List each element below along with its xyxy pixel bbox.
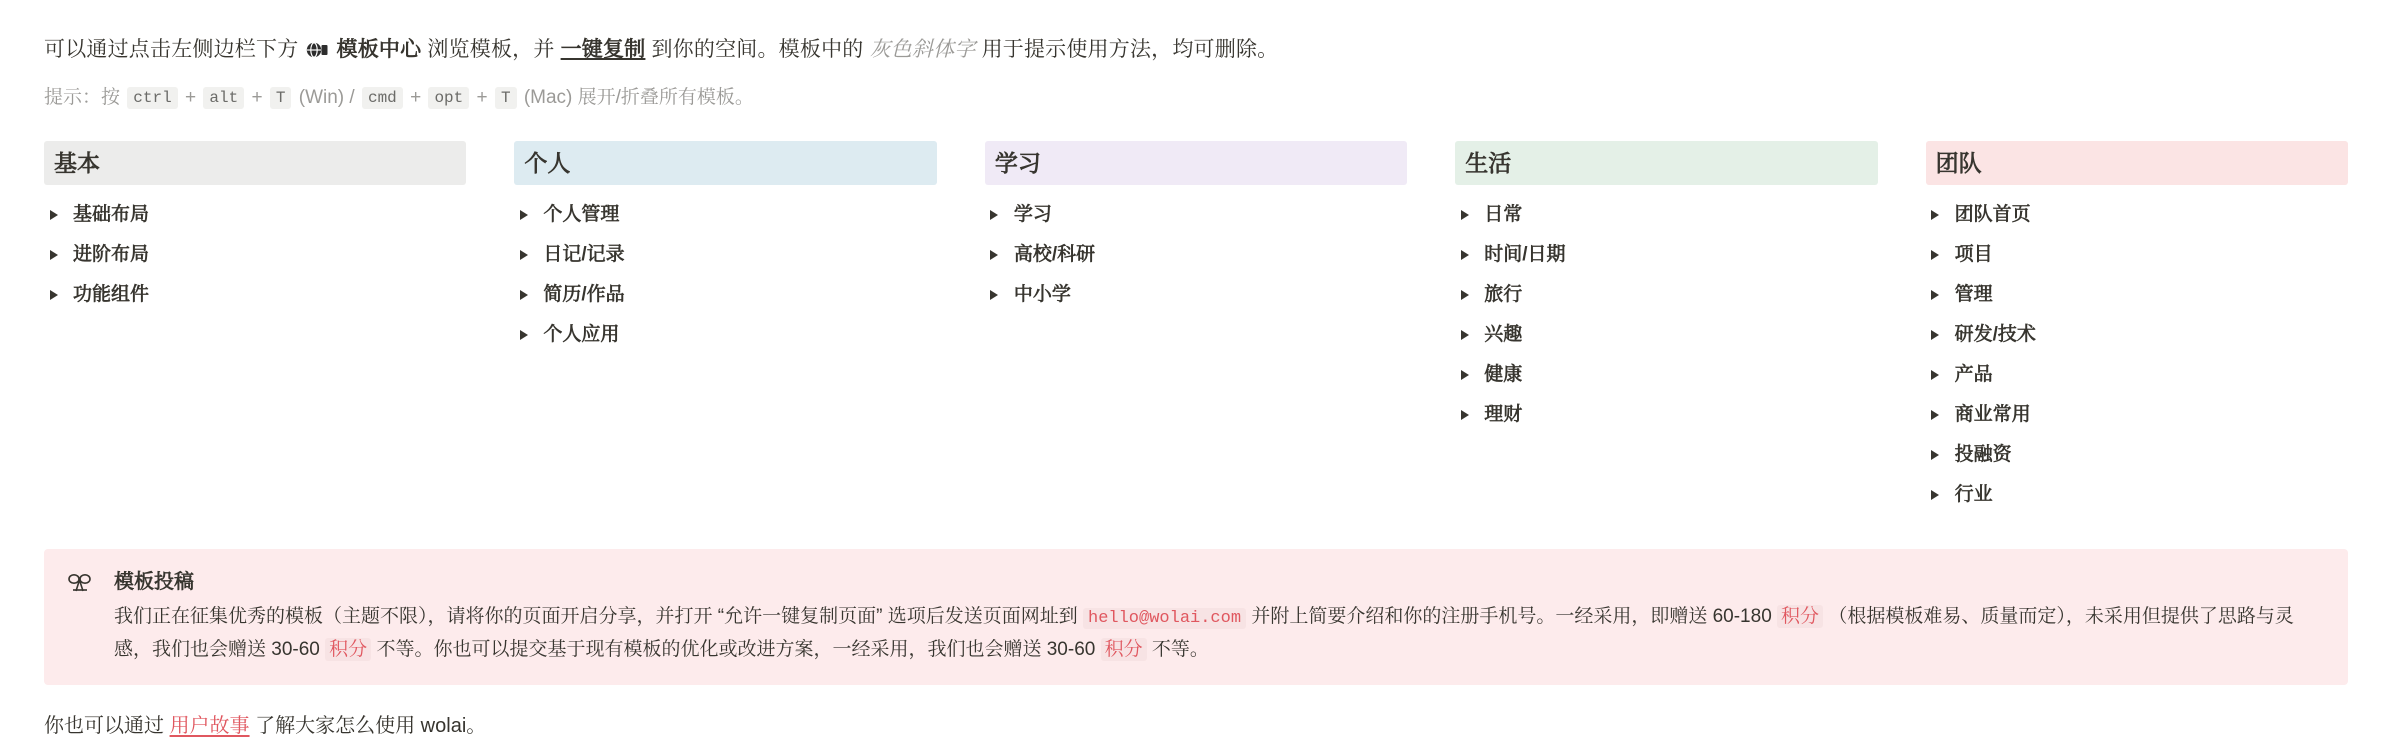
toggle-item[interactable] <box>44 275 466 315</box>
template-categories <box>44 141 2348 515</box>
chevron-right-icon[interactable] <box>987 247 1003 263</box>
shortcut-hint <box>44 83 2348 113</box>
gray-italic-note: 灰色斜体字 <box>869 38 976 61</box>
toggle-label[interactable]: 个人应用 <box>543 324 620 345</box>
one-click-copy-label[interactable]: 一键复制 <box>560 38 646 61</box>
callout-text-1: 我们正在征集优秀的模板（主题不限），请将你的页面开启分享，并打开 “允许一键复制页面” 选项后发送页面网址到 <box>114 606 1078 627</box>
points-tag: 积分 <box>325 638 371 661</box>
category-column-personal <box>514 141 936 355</box>
toggle-label[interactable]: 基础布局 <box>73 204 150 225</box>
category-title-life: 生活 <box>1455 141 1877 185</box>
category-title-personal: 个人 <box>514 141 936 185</box>
toggle-label[interactable]: 团队首页 <box>1954 204 2031 225</box>
toggle-label[interactable]: 健康 <box>1484 364 1523 385</box>
category-title-basic: 基本 <box>44 141 466 185</box>
chevron-right-icon[interactable] <box>1928 487 1944 503</box>
toggle-item[interactable] <box>1926 435 2348 475</box>
chevron-right-icon[interactable] <box>1928 327 1944 343</box>
hint-prefix: 提示：按 <box>44 87 121 108</box>
chevron-right-icon[interactable] <box>1928 287 1944 303</box>
toggle-label[interactable]: 项目 <box>1954 244 1993 265</box>
chevron-right-icon[interactable] <box>1457 407 1473 423</box>
toggle-label[interactable]: 产品 <box>1954 364 1993 385</box>
plus-3: + <box>410 87 422 108</box>
chevron-right-icon[interactable] <box>46 287 62 303</box>
chevron-right-icon[interactable] <box>516 247 532 263</box>
toggle-item[interactable] <box>514 275 936 315</box>
category-column-basic <box>44 141 466 315</box>
toggle-item[interactable] <box>44 195 466 235</box>
toggle-label[interactable]: 旅行 <box>1484 284 1523 305</box>
intro-text-1: 可以通过点击左侧边栏下方 <box>44 38 299 61</box>
plus-1: + <box>184 87 197 108</box>
category-title-team: 团队 <box>1926 141 2348 185</box>
key-ctrl: ctrl <box>127 87 177 109</box>
contact-email[interactable]: hello@wolai.com <box>1083 608 1246 629</box>
key-opt: opt <box>428 87 469 109</box>
category-title-study: 学习 <box>985 141 1407 185</box>
toggle-label[interactable]: 商业常用 <box>1954 404 2031 425</box>
chevron-right-icon[interactable] <box>516 207 532 223</box>
intro-text-2: 浏览模板，并 <box>427 38 555 61</box>
template-submit-icon <box>66 567 96 603</box>
toggle-item[interactable] <box>1926 195 2348 235</box>
plus-4: + <box>476 87 488 108</box>
points-tag: 积分 <box>1777 605 1823 628</box>
toggle-item[interactable] <box>1926 235 2348 275</box>
key-t-win: T <box>270 87 292 109</box>
points-tag: 积分 <box>1101 638 1147 661</box>
category-column-team <box>1926 141 2348 515</box>
chevron-right-icon[interactable] <box>516 327 532 343</box>
template-submission-callout <box>44 549 2348 685</box>
callout-body <box>114 567 2326 665</box>
chevron-right-icon[interactable] <box>1457 327 1473 343</box>
toggle-label[interactable]: 高校/科研 <box>1013 244 1096 265</box>
mac-label: (Mac) 展开/折叠所有模板。 <box>523 87 754 108</box>
toggle-item[interactable] <box>1455 395 1877 435</box>
toggle-item[interactable] <box>1455 315 1877 355</box>
intro-text-4: 用于提示使用方法，均可删除。 <box>981 38 1279 61</box>
template-center-icon <box>306 37 328 69</box>
callout-text-4: 不等。你也可以提交基于现有模板的优化或改进方案，一经采用，我们也会赠送 30-60 <box>376 639 1096 660</box>
chevron-right-icon[interactable] <box>1928 407 1944 423</box>
chevron-right-icon[interactable] <box>1928 207 1944 223</box>
chevron-right-icon[interactable] <box>987 207 1003 223</box>
toggle-item[interactable] <box>1926 395 2348 435</box>
user-stories-link[interactable]: 用户故事 <box>169 715 250 737</box>
chevron-right-icon[interactable] <box>1457 207 1473 223</box>
win-label: (Win) / <box>298 87 355 108</box>
category-column-study <box>985 141 1407 315</box>
toggle-label[interactable]: 行业 <box>1954 484 1993 505</box>
toggle-label[interactable]: 日常 <box>1484 204 1523 225</box>
toggle-label[interactable]: 日记/记录 <box>543 244 625 265</box>
callout-text-5: 不等。 <box>1151 639 1209 660</box>
toggle-item[interactable] <box>985 275 1407 315</box>
footer-prefix: 你也可以通过 <box>44 715 164 737</box>
intro-text-3: 到你的空间。模板中的 <box>651 38 864 61</box>
toggle-item[interactable] <box>1455 235 1877 275</box>
toggle-item[interactable] <box>985 235 1407 275</box>
callout-text-2: 并附上简要介绍和你的注册手机号。一经采用，即赠送 60-180 <box>1251 606 1772 627</box>
toggle-item[interactable] <box>985 195 1407 235</box>
chevron-right-icon[interactable] <box>1457 247 1473 263</box>
toggle-item[interactable] <box>514 315 936 355</box>
chevron-right-icon[interactable] <box>46 207 62 223</box>
key-cmd: cmd <box>362 87 403 109</box>
toggle-label[interactable]: 研发/技术 <box>1954 324 2036 345</box>
toggle-item[interactable] <box>1455 195 1877 235</box>
footer-suffix: 了解大家怎么使用 wolai。 <box>255 715 487 737</box>
toggle-item[interactable] <box>44 235 466 275</box>
template-center-label[interactable]: 模板中心 <box>336 38 422 61</box>
toggle-item[interactable] <box>1926 315 2348 355</box>
toggle-item[interactable] <box>1455 355 1877 395</box>
key-t-mac: T <box>495 87 517 109</box>
chevron-right-icon[interactable] <box>1928 367 1944 383</box>
toggle-item[interactable] <box>1926 475 2348 515</box>
callout-text <box>114 601 2326 665</box>
plus-2: + <box>251 87 263 108</box>
toggle-item[interactable] <box>514 195 936 235</box>
toggle-item[interactable] <box>1926 355 2348 395</box>
chevron-right-icon[interactable] <box>1457 287 1473 303</box>
toggle-label[interactable]: 理财 <box>1484 404 1523 425</box>
toggle-label[interactable]: 兴趣 <box>1484 324 1523 345</box>
toggle-label[interactable]: 中小学 <box>1013 284 1071 305</box>
toggle-label[interactable]: 个人管理 <box>543 204 620 225</box>
toggle-item[interactable] <box>1455 275 1877 315</box>
toggle-label[interactable]: 管理 <box>1954 284 1993 305</box>
toggle-label[interactable]: 简历/作品 <box>543 284 625 305</box>
toggle-label[interactable]: 学习 <box>1013 204 1052 225</box>
toggle-label[interactable]: 进阶布局 <box>73 244 150 265</box>
chevron-right-icon[interactable] <box>46 247 62 263</box>
callout-title: 模板投稿 <box>114 571 194 593</box>
footer-paragraph <box>44 711 2348 741</box>
key-alt: alt <box>203 87 244 109</box>
toggle-item[interactable] <box>1926 275 2348 315</box>
intro-paragraph <box>44 34 2348 69</box>
chevron-right-icon[interactable] <box>1928 447 1944 463</box>
chevron-right-icon[interactable] <box>1457 367 1473 383</box>
chevron-right-icon[interactable] <box>1928 247 1944 263</box>
chevron-right-icon[interactable] <box>987 287 1003 303</box>
toggle-label[interactable]: 时间/日期 <box>1484 244 1566 265</box>
category-column-life <box>1455 141 1877 435</box>
toggle-label[interactable]: 功能组件 <box>73 284 150 305</box>
toggle-label[interactable]: 投融资 <box>1954 444 2012 465</box>
callout-text-3: （根据模板难易、质量而定），未采用但提供了思路与灵感，我们也会赠送 30-60 <box>114 606 2294 660</box>
toggle-item[interactable] <box>514 235 936 275</box>
chevron-right-icon[interactable] <box>516 287 532 303</box>
